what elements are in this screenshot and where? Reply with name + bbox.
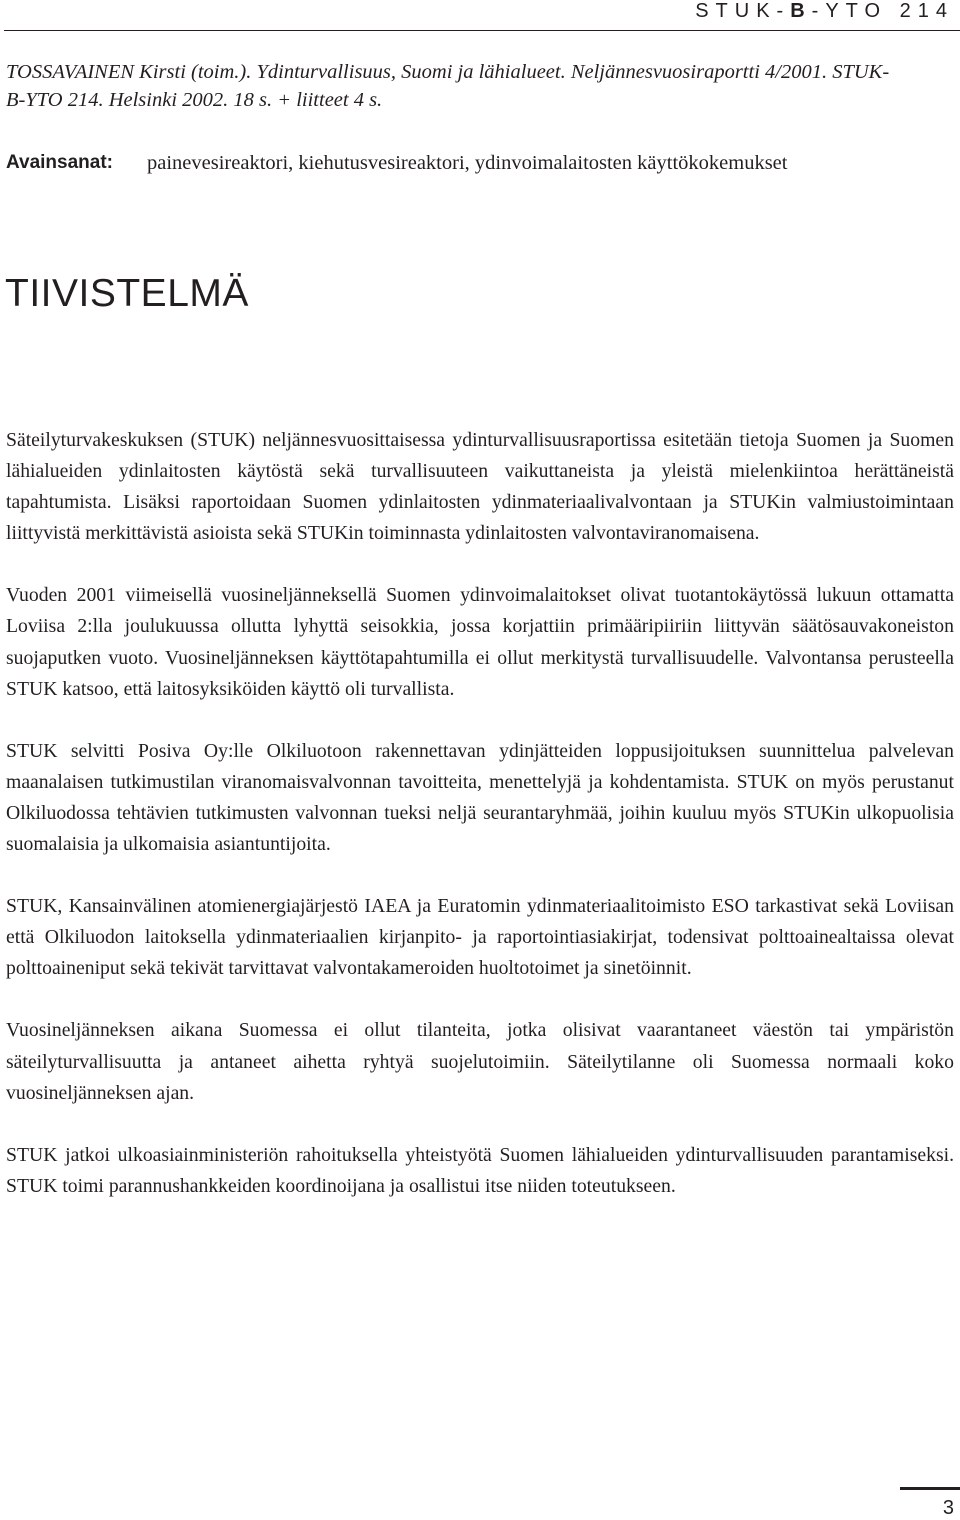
keywords [6, 152, 787, 175]
keywords-label: Avainsanat: [6, 152, 113, 173]
report-code-suffix: -YTO 214 [811, 0, 954, 22]
abstract-paragraph: STUK selvitti Posiva Oy:lle Olkiluotoon rakennettavan ydinjätteiden loppusijoituksen suunnittelua palvelevan maanalaisen tutkimustilan viranomaisvalvonnan tavoitteita, menettelyjä ja kohdentamista. STUK on myös perustanut Olkiluodossa tehtävien tutkimusten valvonnan tueksi neljä seurantaryhmää, joihin kuuluu myös STUKin ulkopuolisia suomalaisia ja ulkomaisia asiantuntijoita. [6, 739, 954, 856]
citation: TOSSAVAINEN Kirsti (toim.). Ydinturvallisuus, Suomi ja lähialueet. Neljännesvuosiraportti 4/2001. STUK-B-YTO 214. Helsinki 2002. 18 s. + liitteet 4 s. [6, 61, 890, 111]
report-code-prefix: STUK- [695, 0, 791, 22]
header-divider [4, 30, 960, 31]
keywords-value: painevesireaktori, kiehutusvesireaktori, ydinvoimalaitosten käyttökokemukset [147, 152, 788, 174]
abstract-paragraph: Vuosineljänneksen aikana Suomessa ei ollut tilanteita, jotka olisivat vaarantaneet väestön tai ympäristön säteilyturvallisuutta ja antaneet aihetta ryhtyä suojelutoimiin. Säteilytilanne oli Suomessa normaali koko vuosineljänneksen ajan. [6, 1019, 954, 1104]
abstract-title: TIIVISTELMÄ [5, 272, 249, 315]
report-code [695, 0, 954, 23]
abstract-paragraph: STUK jatkoi ulkoasiainministeriön rahoituksella yhteistyötä Suomen lähialueiden ydinturvallisuuden parantamiseksi. STUK toimi parannushankkeiden koordinoijana ja osallistui itse niiden toteutukseen. [6, 1143, 954, 1197]
report-code-series: B [790, 0, 812, 22]
abstract-paragraph: STUK, Kansainvälinen atomienergiajärjestö IAEA ja Euratomin ydinmateriaalitoimisto ESO tarkastivat sekä Loviisan että Olkiluodon laitoksella ydinmateriaalien kirjanpito- ja raportointiasiakirjat, todensivat polttoainealtaissa olevat polttoaineniput sekä tekivät tarvittavat valvontakameroiden huoltotoimet ja sinetöinnit. [6, 895, 954, 980]
abstract-paragraph: Vuoden 2001 viimeisellä vuosineljänneksellä Suomen ydinvoimalaitokset olivat tuotantokäytössä lukuun ottamatta Loviisa 2:lla joulukuussa ollutta lyhyttä seisokkia, jossa korjattiin primääripiiriin liittyvän säätösauvakoneiston suojaputken vuoto. Vuosineljänneksen käyttötapahtumilla ei ollut merkitystä turvallisuudelle. Valvontansa perusteella STUK katsoo, että laitosyksiköiden käyttö oli turvallista. [6, 584, 954, 700]
page-number: 3 [942, 1497, 954, 1519]
abstract-body [6, 425, 954, 1233]
footer-divider [900, 1487, 960, 1490]
abstract-paragraph: Säteilyturvakeskuksen (STUK) neljännesvuosittaisessa ydinturvallisuusraportissa esitetään tietoja Suomen ja Suomen lähialueiden ydinlaitosten käytöstä sekä turvallisuuteen vaikuttaneista ja yleistä mielenkiintoa herättäneistä tapahtumista. Lisäksi raportoidaan Suomen ydinlaitosten ydinmateriaalivalvontaan ja STUKin valmiustoimintaan liittyvistä merkittävistä asioista sekä STUKin toiminnasta ydinlaitosten valvontaviranomaisena. [6, 429, 954, 545]
